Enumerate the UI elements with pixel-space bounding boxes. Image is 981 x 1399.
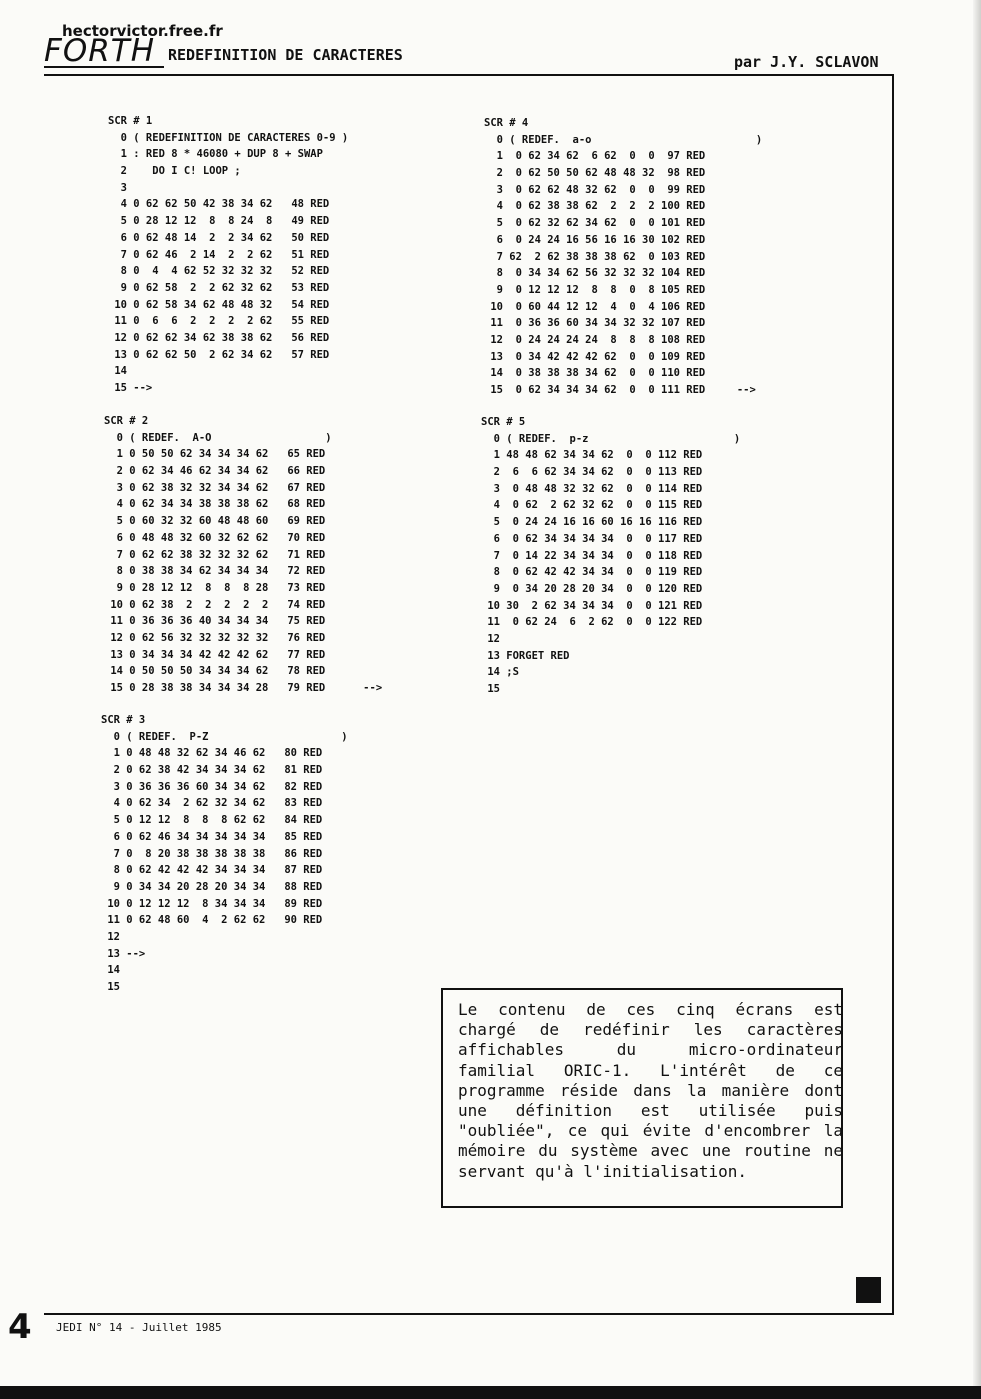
article-subtitle: REDEFINITION DE CARACTERES xyxy=(168,46,403,64)
code-line: 3 0 62 38 32 32 34 34 62 67 RED xyxy=(104,481,326,494)
code-line: 10 0 62 58 34 62 48 48 32 54 RED xyxy=(108,298,330,311)
code-line: 3 xyxy=(108,181,127,194)
code-line: 1 0 50 50 62 34 34 34 62 65 RED xyxy=(104,448,326,461)
code-line: 15 0 62 34 34 34 62 0 0 111 RED --> xyxy=(484,384,756,396)
explanation-text: Le contenu de ces cinq écrans est chargé de redéfinir les caractères affichables du micro-ordinateur familial ORIC-1. L'intérêt de ce programme réside dans la manière dont une définition est utilisée puis "oubliée", ce qui évite d'encombrer la mémoire du système avec une routine ne servant qu'à l'initialisation. xyxy=(458,1000,843,1181)
code-line: 5 0 24 24 16 16 60 16 16 116 RED xyxy=(481,516,703,529)
code-line: 15 xyxy=(101,981,120,993)
code-line: 2 0 62 34 46 62 34 34 62 66 RED xyxy=(104,465,326,478)
code-line: 0 ( REDEFINITION DE CARACTERES 0-9 ) xyxy=(108,131,349,144)
code-line: 8 0 38 38 34 62 34 34 34 72 RED xyxy=(104,565,326,578)
code-line: 4 0 62 38 38 62 2 2 2 100 RED xyxy=(484,200,706,213)
code-line: 10 30 2 62 34 34 34 0 0 121 RED xyxy=(481,599,703,612)
code-line: 10 0 62 38 2 2 2 2 2 74 RED xyxy=(104,598,326,611)
page-number: 4 xyxy=(8,1307,32,1347)
code-line: 2 DO I C! LOOP ; xyxy=(108,165,241,178)
code-line: 9 0 34 20 28 20 34 0 0 120 RED xyxy=(481,582,703,595)
code-line: 14 0 38 38 38 34 62 0 0 110 RED xyxy=(484,367,706,380)
code-line: 0 ( REDEF. p-z ) xyxy=(481,432,741,445)
code-line: 8 0 62 42 42 42 34 34 34 87 RED xyxy=(101,864,323,877)
code-line: 11 0 36 36 60 34 34 32 32 107 RED xyxy=(484,317,706,330)
code-line: 8 0 4 4 62 52 32 32 32 52 RED xyxy=(108,265,330,278)
code-line: 12 0 62 56 32 32 32 32 32 76 RED xyxy=(104,631,326,644)
code-line: 2 0 62 38 42 34 34 34 62 81 RED xyxy=(101,764,323,777)
end-of-article-square xyxy=(856,1277,881,1303)
code-line: 5 0 62 32 62 34 62 0 0 101 RED xyxy=(484,217,706,230)
code-line: 0 ( REDEF. A-O ) xyxy=(104,431,332,444)
code-line: 13 0 34 34 34 42 42 42 62 77 RED xyxy=(104,648,326,661)
code-line: 1 0 48 48 32 62 34 46 62 80 RED xyxy=(101,747,323,760)
code-line: 6 0 62 34 34 34 34 0 0 117 RED xyxy=(481,532,703,545)
code-line: 2 0 62 50 50 62 48 48 32 98 RED xyxy=(484,167,706,180)
footer-issue: JEDI N° 14 - Juillet 1985 xyxy=(56,1321,222,1334)
code-line: 12 xyxy=(101,930,120,943)
code-line: 7 0 62 62 38 32 32 32 62 71 RED xyxy=(104,548,326,561)
code-line: 6 0 62 48 14 2 2 34 62 50 RED xyxy=(108,231,330,244)
code-line: 1 : RED 8 * 46080 + DUP 8 + SWAP xyxy=(108,148,323,161)
code-line: 12 xyxy=(481,632,500,645)
code-line: 13 --> xyxy=(101,947,146,960)
code-line: 5 0 60 32 32 60 48 48 60 69 RED xyxy=(104,515,326,528)
forth-screen-4 xyxy=(484,115,762,399)
code-line: 7 0 14 22 34 34 34 0 0 118 RED xyxy=(481,549,703,562)
code-line: 5 0 12 12 8 8 8 62 62 84 RED xyxy=(101,814,323,827)
code-line: 12 0 24 24 24 24 8 8 8 108 RED xyxy=(484,333,706,346)
screen-header: SCR # 1 xyxy=(108,115,153,127)
code-line: 7 62 2 62 38 38 38 62 0 103 RED xyxy=(484,250,706,263)
code-line: 3 0 36 36 36 60 34 34 62 82 RED xyxy=(101,780,323,793)
author-byline: par J.Y. SCLAVON xyxy=(734,53,879,71)
code-line: 9 0 28 12 12 8 8 8 28 73 RED xyxy=(104,581,326,594)
code-line: 1 48 48 62 34 34 62 0 0 112 RED xyxy=(481,449,703,462)
scan-bottom-bar xyxy=(0,1386,981,1399)
code-line: 13 0 34 42 42 42 62 0 0 109 RED xyxy=(484,350,706,363)
site-url: hectorvictor.free.fr xyxy=(62,22,223,40)
code-line: 14 xyxy=(101,964,120,977)
code-line: 15 0 28 38 38 34 34 34 28 79 RED --> xyxy=(104,682,383,694)
code-line: 8 0 62 42 42 34 34 0 0 119 RED xyxy=(481,566,703,579)
code-line: 10 0 60 44 12 12 4 0 4 106 RED xyxy=(484,300,706,313)
explanation-box xyxy=(441,988,843,1208)
code-line: 7 0 62 46 2 14 2 2 62 51 RED xyxy=(108,248,330,261)
forth-screen-5 xyxy=(481,414,740,698)
code-line: 6 0 48 48 32 60 32 62 62 70 RED xyxy=(104,531,326,544)
code-line: 12 0 62 62 34 62 38 38 62 56 RED xyxy=(108,331,330,344)
page-edge-shadow xyxy=(973,0,981,1399)
code-line: 4 0 62 62 50 42 38 34 62 48 RED xyxy=(108,198,330,211)
screen-header: SCR # 4 xyxy=(484,117,529,129)
code-line: 4 0 62 2 62 32 62 0 0 115 RED xyxy=(481,499,703,512)
code-line: 15 xyxy=(481,683,500,695)
code-line: 6 0 24 24 16 56 16 16 30 102 RED xyxy=(484,233,706,246)
code-line: 4 0 62 34 34 38 38 38 62 68 RED xyxy=(104,498,326,511)
code-line: 3 0 62 62 48 32 62 0 0 99 RED xyxy=(484,183,706,196)
code-line: 2 6 6 62 34 34 62 0 0 113 RED xyxy=(481,466,703,479)
code-line: 5 0 28 12 12 8 8 24 8 49 RED xyxy=(108,215,330,228)
code-line: 9 0 12 12 12 8 8 0 8 105 RED xyxy=(484,283,706,296)
forth-screen-2 xyxy=(104,413,382,697)
code-line: 4 0 62 34 2 62 32 34 62 83 RED xyxy=(101,797,323,810)
code-line: 14 ;S xyxy=(481,666,519,679)
code-line: 7 0 8 20 38 38 38 38 38 86 RED xyxy=(101,847,323,860)
code-line: 9 0 62 58 2 2 62 32 62 53 RED xyxy=(108,281,330,294)
code-line: 1 0 62 34 62 6 62 0 0 97 RED xyxy=(484,150,706,163)
code-line: 11 0 6 6 2 2 2 2 62 55 RED xyxy=(108,315,330,328)
code-line: 14 0 50 50 50 34 34 34 62 78 RED xyxy=(104,665,326,678)
code-line: 14 xyxy=(108,365,127,378)
code-line: 3 0 48 48 32 32 62 0 0 114 RED xyxy=(481,482,703,495)
code-line: 11 0 36 36 36 40 34 34 34 75 RED xyxy=(104,615,326,628)
code-line: 13 0 62 62 50 2 62 34 62 57 RED xyxy=(108,348,330,361)
forth-screen-3 xyxy=(101,712,348,996)
screen-header: SCR # 5 xyxy=(481,416,526,428)
code-line: 9 0 34 34 20 28 20 34 34 88 RED xyxy=(101,880,323,893)
code-line: 10 0 12 12 12 8 34 34 34 89 RED xyxy=(101,897,323,910)
screen-header: SCR # 2 xyxy=(104,415,149,427)
code-line: 13 FORGET RED xyxy=(481,649,570,662)
code-line: 0 ( REDEF. P-Z ) xyxy=(101,730,348,743)
screen-header: SCR # 3 xyxy=(101,714,146,726)
code-line: 6 0 62 46 34 34 34 34 34 85 RED xyxy=(101,830,323,843)
header-rule xyxy=(44,66,164,68)
forth-screen-1 xyxy=(108,113,348,397)
code-line: 8 0 34 34 62 56 32 32 32 104 RED xyxy=(484,267,706,280)
code-line: 15 --> xyxy=(108,382,153,394)
code-line: 0 ( REDEF. a-o ) xyxy=(484,133,763,146)
code-line: 11 0 62 48 60 4 2 62 62 90 RED xyxy=(101,914,323,927)
code-line: 11 0 62 24 6 2 62 0 0 122 RED xyxy=(481,616,703,629)
forth-title: FORTH xyxy=(44,33,156,69)
